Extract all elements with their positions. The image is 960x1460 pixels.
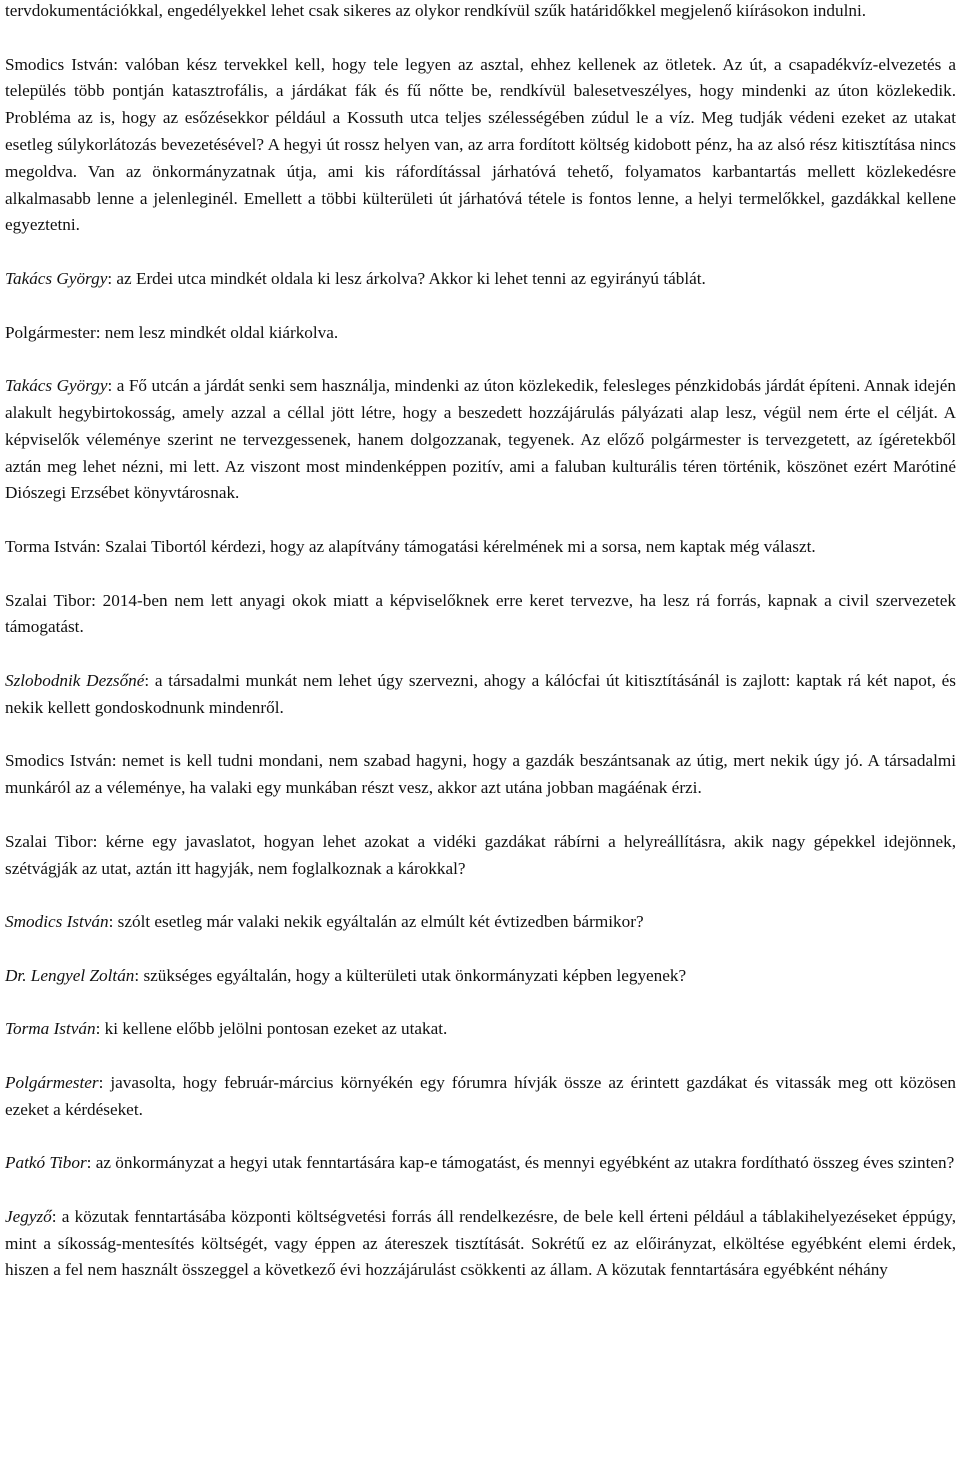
paragraph-gap bbox=[5, 989, 956, 1016]
speaker-name: Szlobodnik Dezsőné bbox=[5, 670, 145, 690]
paragraph-6 bbox=[5, 534, 956, 561]
paragraph-text: : az önkormányzat a hegyi utak fenntartására kap-e támogatást, és mennyi egyébként az utakra fordítható összeg éves szinten? bbox=[86, 1153, 955, 1173]
speaker-name: Takács György bbox=[5, 268, 108, 288]
document-page bbox=[5, 0, 956, 1284]
speaker-name: Polgármester bbox=[5, 322, 96, 342]
paragraph-text: : a Fő utcán a járdát senki sem használja, mindenki az úton közlekedik, felesleges pénzkidobás járdát építeni. Annak idején alakult hegybirtokosság, amely azzal a céllal jött létre, hogy a beszedett hozzájárulás pályázati alap lesz, végül nem érte el célját. A képviselők véleménye szerint ne tervezgessenek, hanem dolgozzanak, tegyenek. Az előző polgármester is tervezgetett, az ígéretekből aztán meg lehet nézni, mi lett. Az viszont most mindenképpen pozitív, ami a faluban kulturális téren történik, köszönet ezért Marótiné Diószegi Erzsébet könyvtárosnak. bbox=[5, 376, 956, 503]
paragraph-7 bbox=[5, 588, 956, 642]
paragraph-gap bbox=[5, 882, 956, 909]
paragraph-text: : a közutak fenntartásába központi költségvetési forrás áll rendelkezésre, de bele kell érteni például a táblakihelyezéseket éppúgy, mint a síkosság-mentesítés költségét, vagy éppen az átereszek tisztítását. Sokrétű ez az előirányzat, elköltése egyébként elemi érdek, hiszen a fel nem használt összeggel a következő évi hozzájárulást csökkenti az állam. A közutak fenntartására egyébként néhány bbox=[5, 1206, 956, 1280]
paragraph-4 bbox=[5, 320, 956, 347]
paragraph-gap bbox=[5, 1123, 956, 1150]
paragraph-text: tervdokumentációkkal, engedélyekkel lehet csak sikeres az olykor rendkívül szűk határidőkkel megjelenő kiírásokon indulni. bbox=[5, 1, 867, 20]
speaker-name: Patkó Tibor bbox=[5, 1153, 87, 1173]
paragraph-gap bbox=[5, 936, 956, 963]
paragraph-text: : nemet is kell tudni mondani, nem szabad hagyni, hogy a gazdák beszántsanak az útig, mert nekik úgy jó. A társadalmi munkáról az a véleménye, ha valaki egy munkában részt vesz, akkor azt utána jobban magáénak érzi. bbox=[5, 751, 957, 798]
paragraph-gap bbox=[5, 722, 956, 749]
paragraph-gap bbox=[5, 239, 956, 266]
paragraph-15 bbox=[5, 1150, 956, 1177]
paragraph-gap bbox=[5, 25, 956, 52]
speaker-name: Takács György bbox=[5, 376, 108, 396]
paragraph-2 bbox=[5, 52, 956, 240]
speaker-name: Torma István bbox=[5, 536, 96, 556]
speaker-name: Polgármester bbox=[5, 1072, 99, 1092]
paragraph-gap bbox=[5, 802, 956, 829]
paragraph-text: : valóban kész tervekkel kell, hogy tele legyen az asztal, ehhez kellenek az ötletek. Az út, a csapadékvíz-elvezetés a település több pontján katasztrofális, a járdákat fák és fű nőtte be, rendkívül balesetveszélyes, hogy mindenki az úton közlekedik. Probléma az is, hogy az esőzésekkor például a Kossuth utca teljes szélességében zúdul le a víz. Meg tudják védeni ezeket az utakat esetleg súlykorlátozás bevezetésével? A hegyi út rossz helyen van, az arra fordított költség kidobott pénz, ha az alsó rész kitisztítása nincs megoldva. Van az önkormányzatnak útja, ami kis ráfordítással járhatóvá tehető, folyamatos karbantartás mellett közlekedésre alkalmasabb lenne a jelenleginél. Emellett a többi külterületi út járhatóvá tétele is fontos lenne, a helyi termelőkkel, gazdákkal kellene egyeztetni. bbox=[5, 54, 956, 235]
paragraph-text: : 2014-ben nem lett anyagi okok miatt a képviselőknek erre keret tervezve, ha lesz rá forrás, kapnak a civil szervezetek támogatást. bbox=[5, 590, 956, 637]
paragraph-gap bbox=[5, 561, 956, 588]
speaker-name: Smodics István bbox=[5, 751, 112, 771]
paragraph-text: : szükséges egyáltalán, hogy a külterületi utak önkormányzati képben legyenek? bbox=[134, 965, 687, 985]
paragraph-10 bbox=[5, 829, 956, 883]
paragraph-1 bbox=[5, 0, 956, 25]
paragraph-11 bbox=[5, 909, 956, 936]
paragraph-gap bbox=[5, 507, 956, 534]
speaker-name: Torma István bbox=[5, 1019, 96, 1039]
speaker-name: Dr. Lengyel Zoltán bbox=[5, 965, 135, 985]
speaker-name: Smodics István bbox=[5, 912, 109, 932]
paragraph-text: : javasolta, hogy február-március környékén egy fórumra hívják össze az érintett gazdákat és vitassák meg ott közösen ezeket a kérdéseket. bbox=[5, 1072, 956, 1119]
paragraph-text: : a társadalmi munkát nem lehet úgy szervezni, ahogy a kálócfai út kitisztításánál is zajlott: kaptak rá két napot, és nekik kellett gondoskodnunk mindenről. bbox=[5, 670, 956, 717]
paragraph-gap bbox=[5, 346, 956, 373]
speaker-name: Szalai Tibor bbox=[5, 590, 92, 610]
paragraph-14 bbox=[5, 1070, 956, 1124]
paragraph-16 bbox=[5, 1204, 956, 1284]
paragraph-3 bbox=[5, 266, 956, 293]
paragraph-gap bbox=[5, 293, 956, 320]
paragraph-9 bbox=[5, 748, 956, 802]
paragraph-12 bbox=[5, 963, 956, 990]
paragraph-text: : Szalai Tibortól kérdezi, hogy az alapítvány támogatási kérelmének mi a sorsa, nem kaptak még választ. bbox=[95, 536, 816, 556]
paragraph-5 bbox=[5, 373, 956, 507]
speaker-name: Smodics István bbox=[5, 54, 114, 74]
paragraph-text: : az Erdei utca mindkét oldala ki lesz árkolva? Akkor ki lehet tenni az egyirányú táblát. bbox=[107, 268, 706, 288]
paragraph-8 bbox=[5, 668, 956, 722]
paragraph-text: : szólt esetleg már valaki nekik egyáltalán az elmúlt két évtizedben bármikor? bbox=[108, 912, 644, 932]
paragraph-text: : nem lesz mindkét oldal kiárkolva. bbox=[95, 322, 339, 342]
speaker-name: Jegyző bbox=[5, 1206, 52, 1226]
paragraph-gap bbox=[5, 1043, 956, 1070]
paragraph-13 bbox=[5, 1016, 956, 1043]
speaker-name: Szalai Tibor bbox=[5, 831, 93, 851]
paragraph-gap bbox=[5, 1177, 956, 1204]
paragraph-text: : kérne egy javaslatot, hogyan lehet azokat a vidéki gazdákat rábírni a helyreállításra, akik nagy gépekkel idejönnek, szétvágják az utat, aztán itt hagyják, nem foglalkoznak a károkkal? bbox=[5, 831, 957, 878]
paragraph-gap bbox=[5, 641, 956, 668]
paragraph-text: : ki kellene előbb jelölni pontosan ezeket az utakat. bbox=[95, 1019, 448, 1039]
